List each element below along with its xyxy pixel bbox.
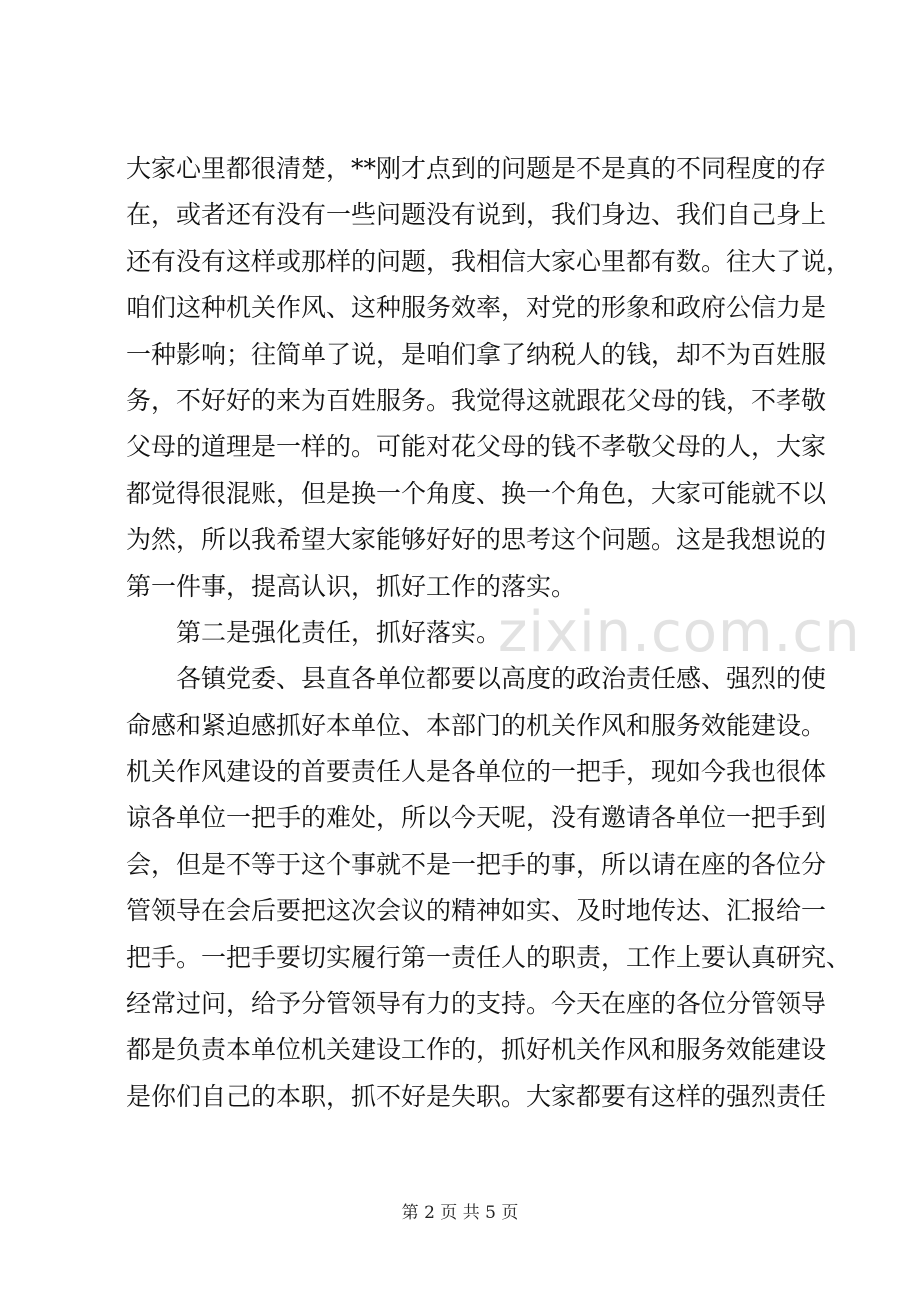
text-line: 把手。一把手要切实履行第一责任人的职责，工作上要认真研究、 <box>126 942 852 972</box>
text-line: 都觉得很混账，但是换一个角度、换一个角色，大家可能就不以 <box>126 478 827 508</box>
text-line: 谅各单位一把手的难处，所以今天呢，没有邀请各单位一把手到 <box>126 803 827 833</box>
text-line: 咱们这种机关作风、这种服务效率，对党的形象和政府公信力是 <box>126 293 827 323</box>
page-footer: 第 2 页 共 5 页 <box>401 1203 519 1223</box>
text-line: 务，不好好的来为百姓服务。我觉得这就跟花父母的钱，不孝敬 <box>126 385 827 415</box>
text-line: 会，但是不等于这个事就不是一把手的事，所以请在座的各位分 <box>126 849 827 879</box>
document-body <box>126 146 852 1120</box>
text-line: 还有没有这样或那样的问题，我相信大家心里都有数。往大了说， <box>126 246 852 276</box>
text-line: 是你们自己的本职，抓不好是失职。大家都要有这样的强烈责任 <box>126 1081 827 1111</box>
text-line: 一种影响；往简单了说，是咱们拿了纳税人的钱，却不为百姓服 <box>126 339 827 369</box>
text-line: 经常过问，给予分管领导有力的支持。今天在座的各位分管领导 <box>126 989 827 1019</box>
text-line: 机关作风建设的首要责任人是各单位的一把手，现如今我也很体 <box>126 757 827 787</box>
section-heading: 第二是强化责任，抓好落实。 <box>176 617 502 647</box>
text-line: 为然，所以我希望大家能够好好的思考这个问题。这是我想说的 <box>126 525 827 555</box>
text-line: 都是负责本单位机关建设工作的，抓好机关作风和服务效能建设 <box>126 1035 827 1065</box>
text-line: 各镇党委、县直各单位都要以高度的政治责任感、强烈的使 <box>176 664 827 694</box>
text-line: 大家心里都很清楚，**刚才点到的问题是不是真的不同程度的存 <box>126 154 827 183</box>
text-line: 在，或者还有没有一些问题没有说到，我们身边、我们自己身上 <box>126 200 827 230</box>
watermark: zixin.com.cn <box>498 600 861 665</box>
text-line: 第一件事，提高认识，抓好工作的落实。 <box>126 571 577 601</box>
text-line: 管领导在会后要把这次会议的精神如实、及时地传达、汇报给一 <box>126 896 827 926</box>
text-line: 父母的道理是一样的。可能对花父母的钱不孝敬父母的人，大家 <box>126 432 827 462</box>
text-line: 命感和紧迫感抓好本单位、本部门的机关作风和服务效能建设。 <box>126 710 827 740</box>
